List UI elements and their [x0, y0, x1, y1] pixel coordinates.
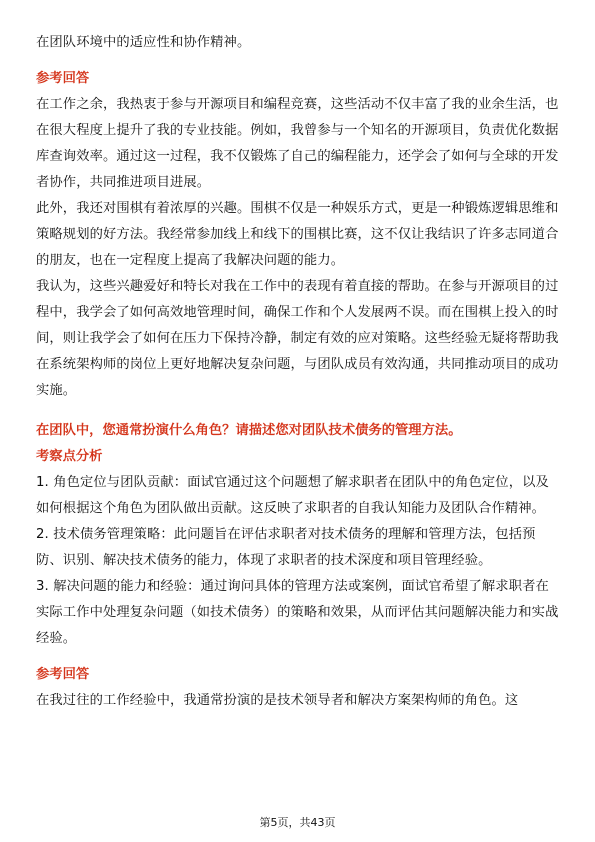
- analysis-item: 1. 角色定位与团队贡献：面试官通过这个问题想了解求职者在团队中的角色定位，以及如何根据这个角色为团队做出贡献。这反映了求职者的自我认知能力及团队合作精神。: [36, 475, 549, 516]
- analysis-item: 3. 解决问题的能力和经验：通过询问具体的管理方法或案例，面试官希望了解求职者在实际工作中处理复杂问题（如技术债务）的策略和效果，从而评估其问题解决能力和实战经验。: [36, 579, 559, 646]
- analysis-heading: 考察点分析: [36, 449, 103, 464]
- intro-line: 在团队环境中的适应性和协作精神。: [36, 35, 251, 50]
- answer-paragraph: 我认为，这些兴趣爱好和特长对我在工作中的表现有着直接的帮助。在参与开源项目的过程中，我学会了如何高效地管理时间，确保工作和个人发展两不误。而在围棋上投入的时间，则让我学会了如何在压力下保持冷静，制定有效的应对策略。这些经验无疑将帮助我在系统架构师的岗位上更好地解决复杂问题，与团队成员有效沟通，共同推动项目的成功实施。: [36, 279, 559, 398]
- page-footer: 第5页，共43页: [259, 816, 336, 829]
- answer-heading: 参考回答: [36, 71, 90, 86]
- answer-heading: 参考回答: [36, 667, 90, 682]
- analysis-item: 2. 技术债务管理策略：此问题旨在评估求职者对技术债务的理解和管理方法，包括预防、识别、解决技术债务的能力，体现了求职者的技术深度和项目管理经验。: [36, 527, 536, 568]
- answer-paragraph: 在我过往的工作经验中，我通常扮演的是技术领导者和解决方案架构师的角色。这: [36, 693, 519, 708]
- answer-paragraph: 此外，我还对围棋有着浓厚的兴趣。围棋不仅是一种娱乐方式，更是一种锻炼逻辑思维和策略规划的好方法。我经常参加线上和线下的围棋比赛，这不仅让我结识了许多志同道合的朋友，也在一定程度上提高了我解决问题的能力。: [36, 201, 559, 268]
- question-heading: 在团队中，您通常扮演什么角色？请描述您对团队技术债务的管理方法。: [36, 423, 462, 438]
- document-page: [36, 30, 560, 714]
- answer-paragraph: 在工作之余，我热衷于参与开源项目和编程竞赛，这些活动不仅丰富了我的业余生活，也在很大程度上提升了我的专业技能。例如，我曾参与一个知名的开源项目，负责优化数据库查询效率。通过这一过程，我不仅锻炼了自己的编程能力，还学会了如何与全球的开发者协作，共同推进项目进展。: [36, 97, 559, 190]
